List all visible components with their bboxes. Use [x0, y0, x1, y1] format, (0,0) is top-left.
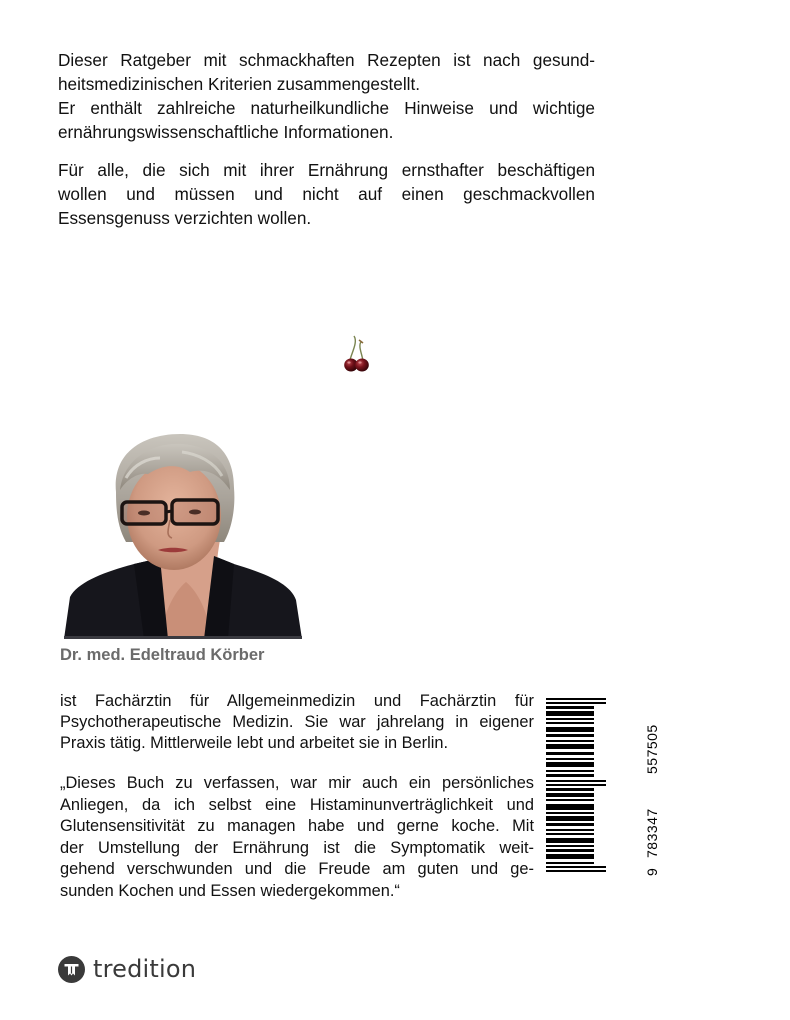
barcode-bar [546, 706, 594, 709]
barcode-bar [546, 862, 594, 864]
barcode-bar [546, 804, 594, 810]
barcode-bar [546, 854, 594, 859]
author-quote [60, 773, 534, 902]
barcode-bar [546, 833, 594, 835]
barcode-bar [546, 711, 594, 716]
barcode-digits [595, 698, 660, 876]
barcode-bar [546, 762, 594, 767]
barcode-bar [546, 812, 594, 814]
barcode-bar [546, 758, 594, 760]
barcode-bar [546, 838, 594, 843]
text-line: wollen und müssen und nicht auf einen geschmackvollen [58, 184, 595, 204]
barcode-lead-digit: 9 [644, 867, 660, 876]
barcode-bar [546, 823, 594, 826]
text-line: Essensgenuss verzichten wollen. [58, 208, 312, 228]
text-line: Praxis tätig. Mittlerweile lebt und arbeitet sie in Berlin. [60, 734, 449, 752]
barcode-bar [546, 849, 594, 852]
barcode-bar [546, 788, 594, 791]
text-line: gehend verschwunden und die Freude am guten und ge- [60, 860, 534, 878]
blurb-paragraph-1 [58, 48, 595, 144]
text-line: ernährungswissenschaftliche Informationen. [58, 122, 394, 142]
text-line: ist Fachärztin für Allgemeinmedizin und Fachärztin für [60, 692, 534, 710]
text-line: heitsmedizinischen Kriterien zusammengestellt. [58, 74, 421, 94]
publisher-logo [58, 954, 196, 984]
barcode-bar [546, 845, 594, 847]
barcode-bar [546, 799, 594, 801]
barcode-bar [546, 744, 594, 749]
text-line: Anliegen, da ich selbst eine Histaminunverträglichkeit und [60, 795, 534, 814]
isbn-barcode [546, 698, 660, 876]
barcode-bar [546, 734, 594, 737]
barcode-bar [546, 718, 594, 720]
barcode-bar [546, 752, 594, 755]
barcode-group-1: 783347 [644, 808, 660, 858]
text-line: der Umstellung der Ernährung ist die Symptomatik weit- [60, 838, 534, 857]
author-name: Dr. med. Edeltraud Körber [60, 646, 265, 664]
author-bio [60, 691, 534, 754]
barcode-bar [546, 770, 594, 772]
barcode-bar [546, 793, 594, 797]
barcode-bar [546, 829, 594, 831]
barcode-bar [546, 816, 594, 821]
text-line: Psychotherapeutische Medizin. Sie war jahrelang in eigener [60, 713, 534, 731]
text-line: Für alle, die sich mit ihrer Ernährung ernsthafter beschäftigen [58, 160, 595, 180]
author-photo [64, 432, 302, 639]
barcode-bar [546, 774, 594, 777]
barcode-bar [546, 727, 594, 732]
barcode-bar [546, 722, 594, 724]
cherry-icon [322, 332, 378, 376]
text-line: Glutensensitivität zu managen habe und gerne koche. Mit [60, 817, 534, 835]
text-line: „Dieses Buch zu verfassen, war mir auch ein persönliches [60, 774, 534, 792]
text-line: sunden Kochen und Essen wiedergekommen.“ [60, 881, 400, 900]
text-line: Er enthält zahlreiche naturheilkundliche Hinweise und wichtige [58, 98, 595, 118]
barcode-group-2: 557505 [644, 724, 660, 774]
publisher-name: tredition [93, 955, 197, 983]
barcode-bar [546, 740, 594, 742]
blurb-paragraph-2 [58, 158, 595, 230]
tredition-logo-icon [58, 956, 85, 983]
text-line: Dieser Ratgeber mit schmackhaften Rezepten ist nach gesund- [58, 50, 595, 70]
